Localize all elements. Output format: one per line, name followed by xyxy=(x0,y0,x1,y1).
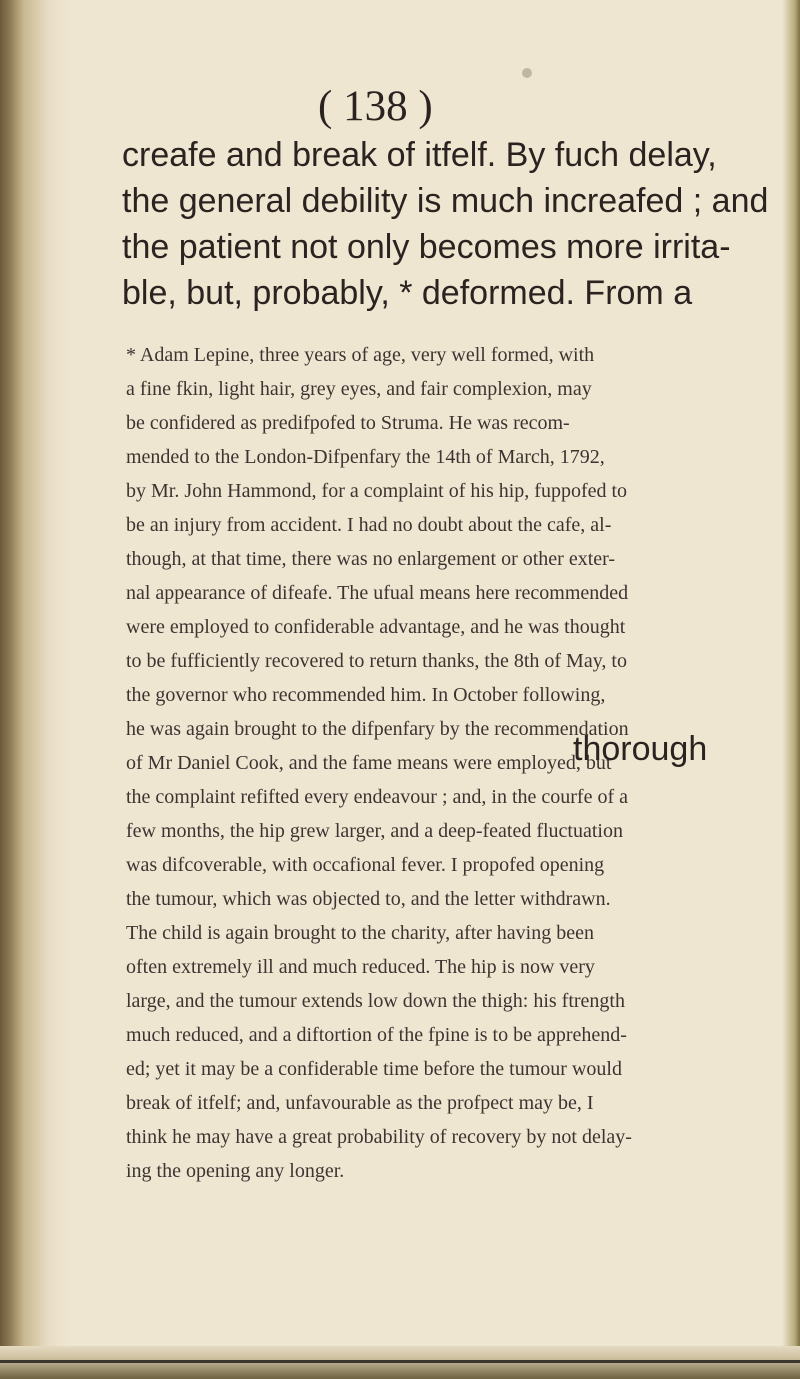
footnote-line: * Adam Lepine, three years of age, very well formed, with xyxy=(126,344,595,366)
footnote-line: break of itfelf; and, unfavourable as the profpect may be, I xyxy=(126,1092,594,1114)
footnote-line: The child is again brought to the charity, after having been xyxy=(126,922,594,944)
main-text-line: the patient not only becomes more irrita- xyxy=(122,228,731,266)
main-text-line: creafe and break of itfelf. By fuch delay, xyxy=(122,136,717,174)
paper-spot xyxy=(522,68,532,78)
footnote-line: few months, the hip grew larger, and a deep-feated fluctuation xyxy=(126,820,623,842)
page-edge xyxy=(782,0,800,1379)
footnote-line: much reduced, and a diftortion of the fpine is to be apprehend- xyxy=(126,1024,627,1046)
footnote-line: ing the opening any longer. xyxy=(126,1160,345,1182)
footnote-line: be an injury from accident. I had no doubt about the cafe, al- xyxy=(126,514,612,536)
footnote-line: he was again brought to the difpenfary by the recommendation xyxy=(126,718,629,740)
main-text-line: the general debility is much increafed ; and xyxy=(122,182,769,220)
footnote-line: be confidered as predifpofed to Struma. He was recom- xyxy=(126,412,570,434)
bottom-rule xyxy=(0,1360,800,1363)
main-text-block xyxy=(122,132,772,316)
footnote-line: often extremely ill and much reduced. The hip is now very xyxy=(126,956,595,978)
footnote-line: to be fufficiently recovered to return thanks, the 8th of May, to xyxy=(126,650,627,672)
footnote-line: though, at that time, there was no enlargement or other exter- xyxy=(126,548,616,570)
footnote-line: were employed to confiderable advantage, and he was thought xyxy=(126,616,626,638)
footnote-line: was difcoverable, with occafional fever. I propofed opening xyxy=(126,854,605,876)
footnote-line: the tumour, which was objected to, and the letter withdrawn. xyxy=(126,888,611,910)
footnote-line: think he may have a great probability of recovery by not delay- xyxy=(126,1126,632,1148)
footnote-line: a fine fkin, light hair, grey eyes, and fair complexion, may xyxy=(126,378,592,400)
footnote-line: the governor who recommended him. In October following, xyxy=(126,684,606,706)
footnote-line: mended to the London-Difpenfary the 14th of March, 1792, xyxy=(126,446,605,468)
gutter-shadow xyxy=(0,0,70,1379)
catchword: thorough xyxy=(573,730,708,768)
footnote-line: nal appearance of difeafe. The ufual means here recommended xyxy=(126,582,629,604)
footnote-line: the complaint refifted every endeavour ; and, in the courfe of a xyxy=(126,786,629,808)
main-text-line: ble, but, probably, * deformed. From a xyxy=(122,274,693,312)
page-number: ( 138 ) xyxy=(318,83,433,130)
footnote-line: by Mr. John Hammond, for a complaint of his hip, fuppofed to xyxy=(126,480,628,502)
footnote-line: large, and the tumour extends low down the thigh: his ftrength xyxy=(126,990,625,1012)
footnote-line: ed; yet it may be a confiderable time before the tumour would xyxy=(126,1058,622,1080)
footnote-line: of Mr Daniel Cook, and the fame means were employed, but xyxy=(126,752,612,774)
